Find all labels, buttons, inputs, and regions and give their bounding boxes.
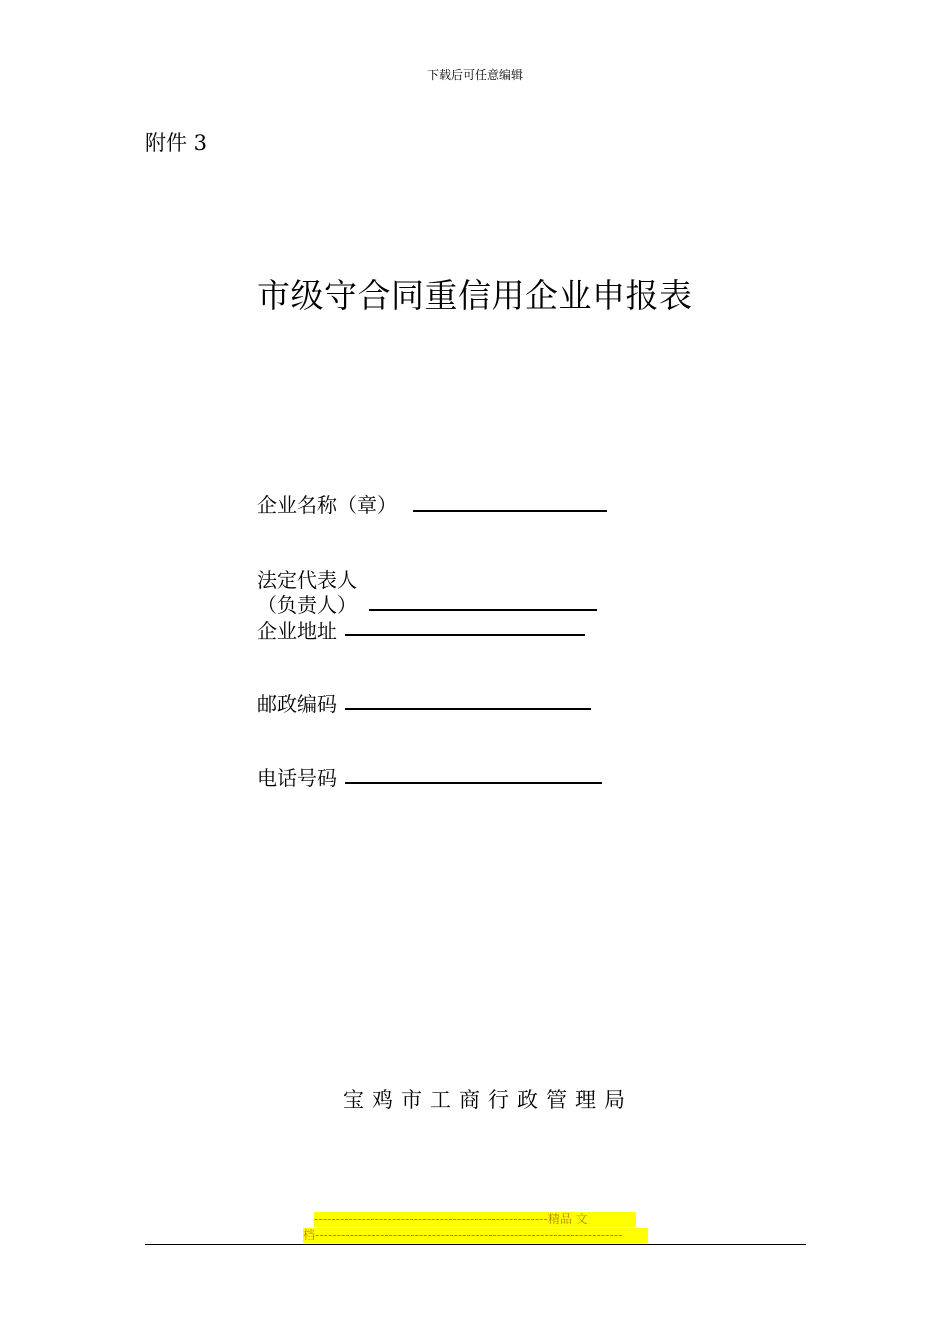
footer-banner-line2: 档-----------------------------------------------------------------------: [303, 1228, 648, 1243]
legal-rep-blank[interactable]: [369, 609, 597, 611]
footer-rule: [145, 1244, 806, 1245]
phone-label: 电话号码: [257, 766, 337, 790]
form-title: 市级守合同重信用企业申报表: [257, 276, 693, 315]
postal-code-blank[interactable]: [345, 708, 591, 710]
attachment-label: 附件 3: [145, 131, 208, 155]
postal-code-label: 邮政编码: [257, 692, 337, 716]
address-label: 企业地址: [257, 619, 337, 643]
header-note: 下载后可任意编辑: [426, 68, 523, 82]
company-name-label: 企业名称（章）: [257, 493, 397, 517]
company-name-blank[interactable]: [413, 510, 607, 512]
legal-rep-sublabel: （负责人）: [257, 593, 357, 617]
footer-banner-line1: ------------------------------------------------------精品 文: [314, 1212, 636, 1227]
address-blank[interactable]: [345, 634, 585, 636]
issuing-authority: 宝鸡市工商行政管理局: [343, 1088, 633, 1112]
legal-rep-label: 法定代表人: [257, 568, 357, 592]
phone-blank[interactable]: [345, 782, 602, 784]
